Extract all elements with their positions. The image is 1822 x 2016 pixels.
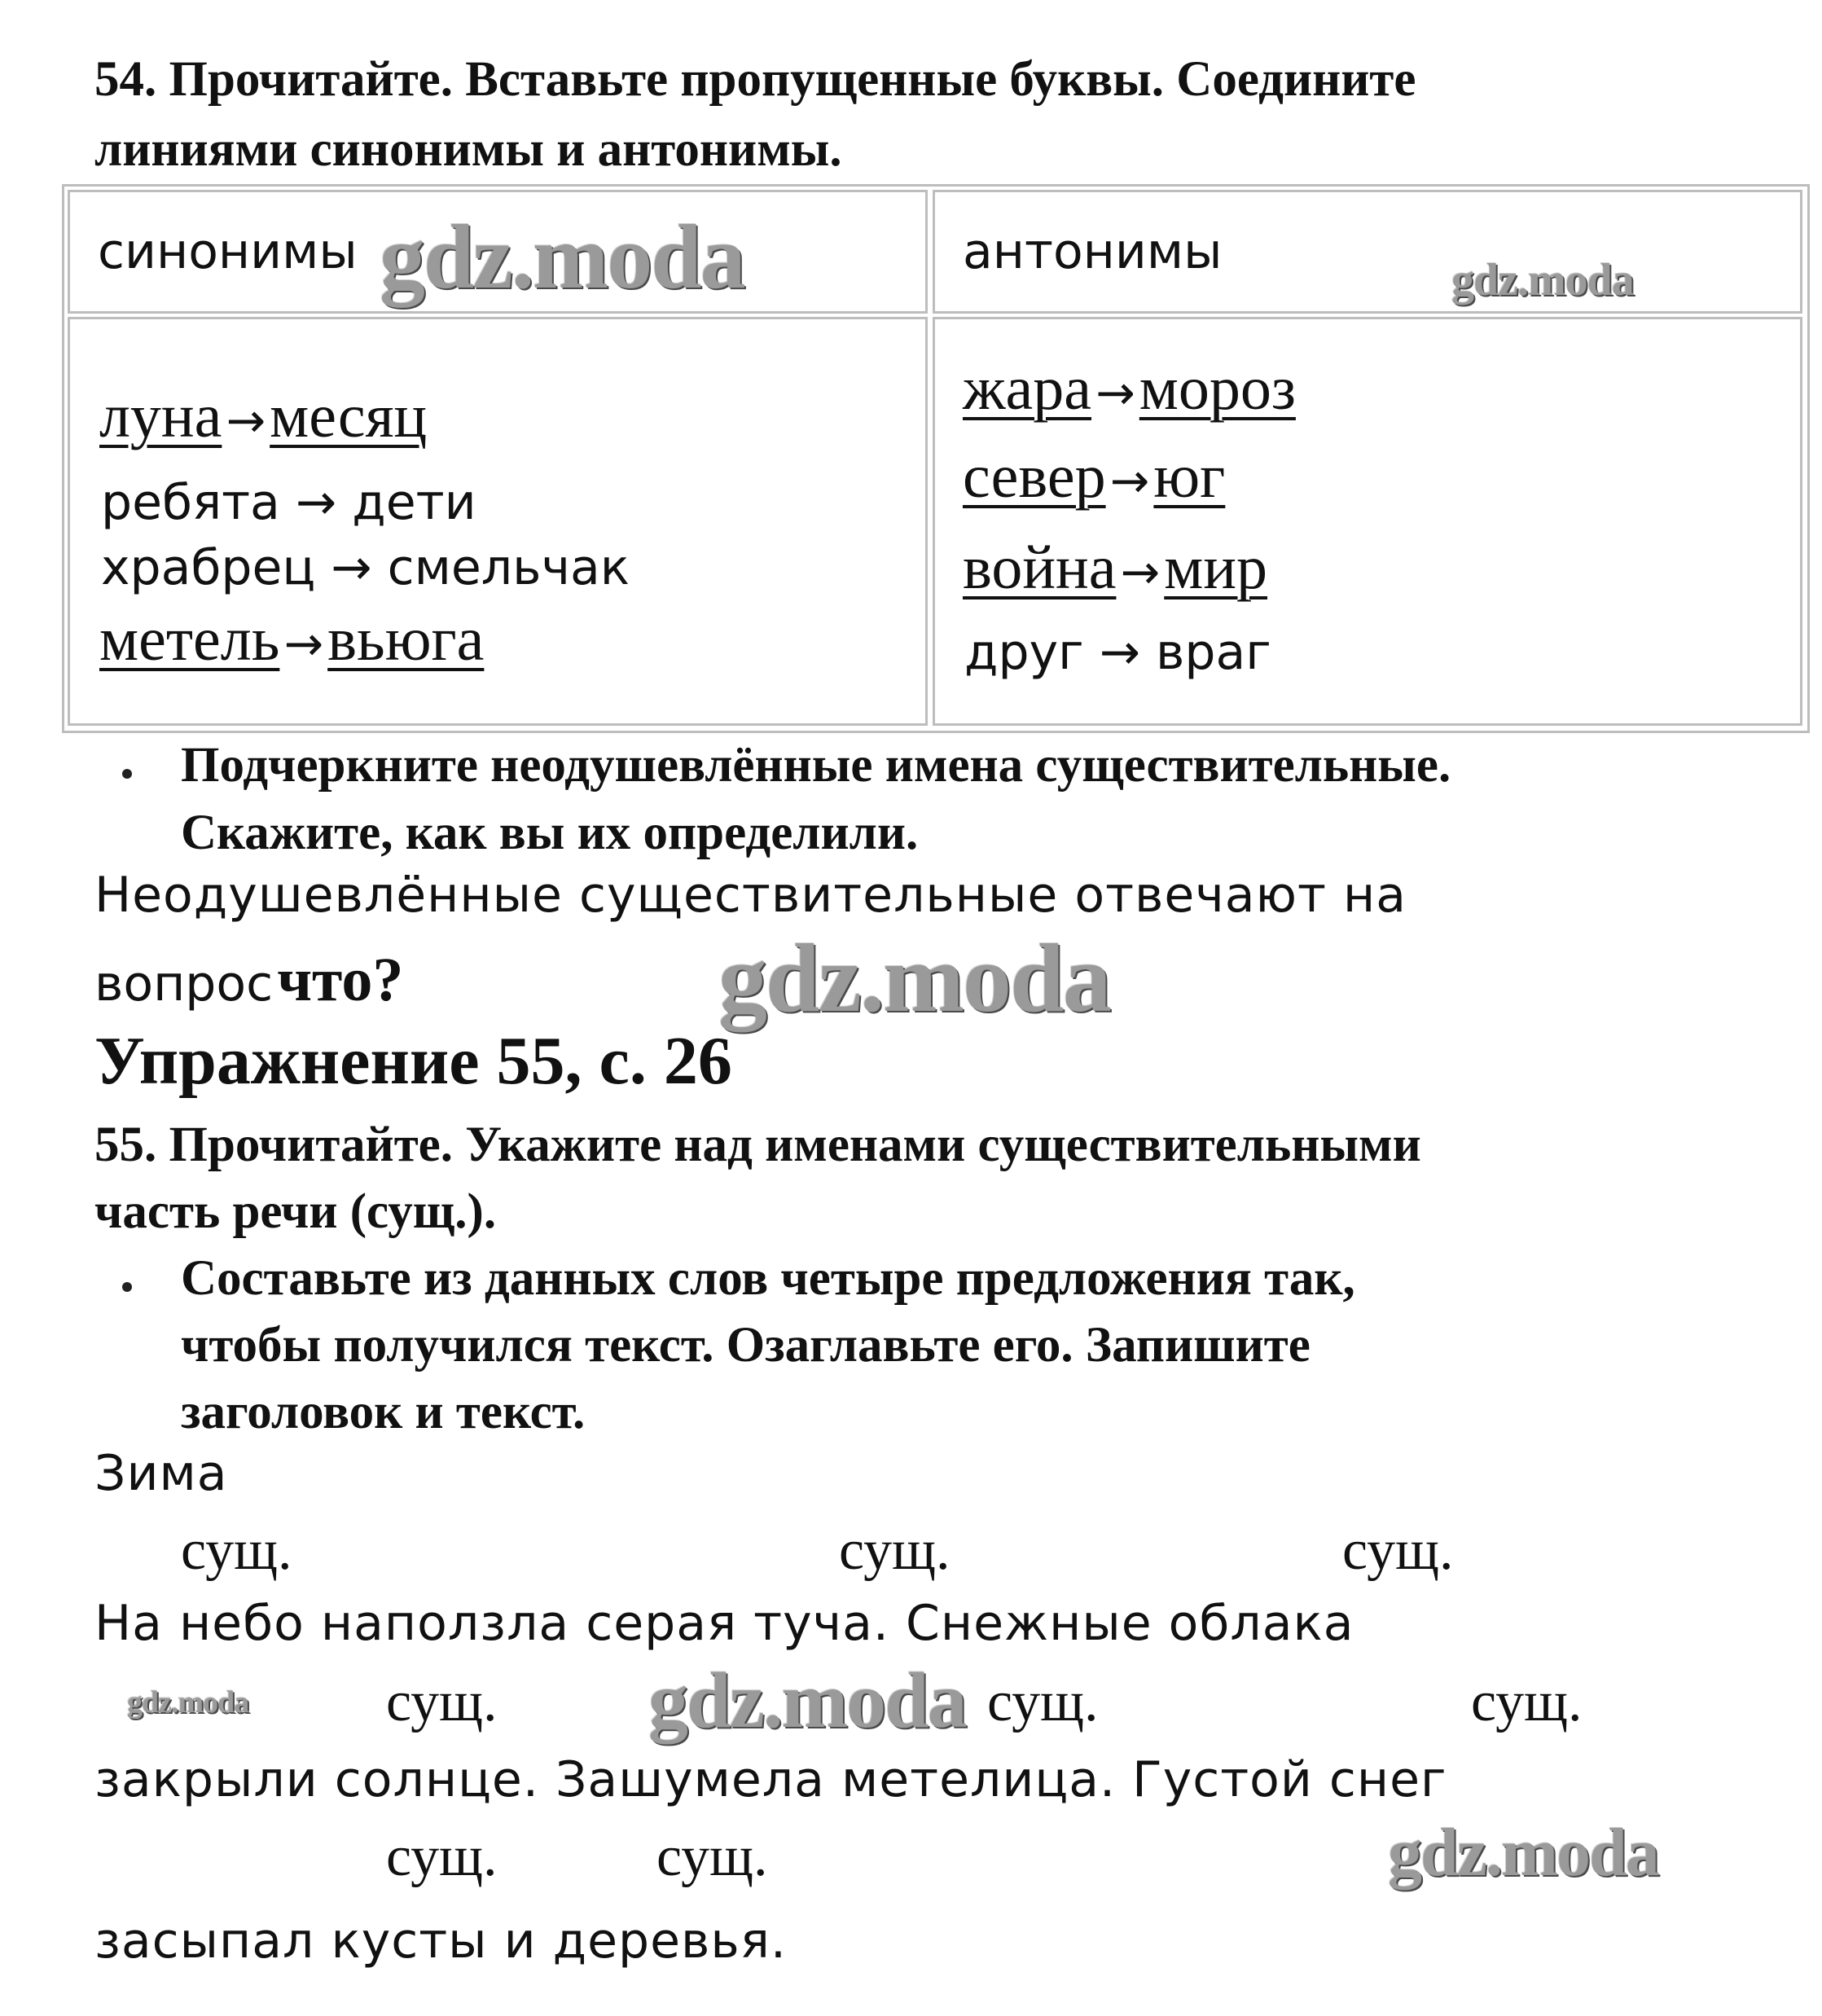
exercise-55-task-line-2: часть речи (сущ.). [94, 1184, 497, 1239]
synonym-word: дети [352, 474, 476, 531]
synonym-word: метель [99, 605, 280, 674]
antonym-word: север [963, 442, 1106, 511]
synonym-pair [99, 604, 484, 675]
watermark-logo: gdz.moda [718, 924, 1110, 1032]
watermark-logo: gdz.moda [1451, 255, 1634, 305]
noun-mark: сущ. [656, 1825, 768, 1888]
synonym-word: месяц [270, 382, 428, 450]
antonym-pair [963, 533, 1267, 604]
antonym-word: жара [963, 354, 1091, 423]
answer-54-prefix: вопрос [94, 955, 274, 1012]
arrow-icon: → [283, 616, 324, 671]
exercise-54-task-line-1: 54. Прочитайте. Вставьте пропущенные буквы. Соедините [94, 52, 1416, 107]
arrow-icon: → [1095, 365, 1135, 420]
text-line-3: засыпал кусты и деревья. [94, 1913, 787, 1970]
arrow-icon: → [1109, 453, 1150, 508]
antonym-word: мороз [1139, 354, 1296, 423]
antonyms-cell [933, 317, 1802, 726]
arrow-icon: → [1099, 624, 1140, 681]
task-55-bullet-line-3: заголовок и текст. [181, 1385, 586, 1439]
task-54-bullet-line-1: Подчеркните неодушевлённые имена существительные. [181, 738, 1451, 793]
task-55-bullet-line-2: чтобы получился текст. Озаглавьте его. Запишите [181, 1318, 1311, 1373]
arrow-icon: → [1120, 544, 1161, 600]
synonym-pair [101, 474, 476, 531]
antonym-pair [963, 441, 1225, 512]
antonym-word: мир [1164, 534, 1268, 602]
answer-54-question: что? [277, 946, 404, 1014]
exercise-55-task-line-1: 55. Прочитайте. Укажите над именами существительными [94, 1118, 1421, 1172]
bullet-icon [122, 1282, 132, 1292]
arrow-icon: → [295, 474, 337, 531]
exercise-55-heading: Упражнение 55, с. 26 [94, 1023, 732, 1099]
noun-mark: сущ. [839, 1519, 951, 1582]
noun-mark: сущ. [1342, 1519, 1454, 1582]
noun-mark: сущ. [1471, 1671, 1583, 1733]
antonym-word: враг [1156, 624, 1271, 681]
antonym-word: война [963, 534, 1117, 602]
text-title: Зима [94, 1445, 228, 1502]
answer-54-line-1: Неодушевлённые существительные отвечают на [94, 867, 1407, 924]
answer-54-line-2 [94, 945, 403, 1016]
antonyms-header-label: антонимы [963, 223, 1223, 280]
synonym-word: луна [99, 382, 222, 450]
text-line-2: закрыли солнце. Зашумела метелица. Густой снег [94, 1751, 1447, 1808]
arrow-icon: → [331, 539, 372, 596]
synonym-word: смельчак [387, 539, 630, 596]
task-55-bullet-line-1: Составьте из данных слов четыре предложения так, [181, 1251, 1355, 1306]
antonym-word: друг [964, 624, 1084, 681]
synonyms-cell [68, 317, 928, 726]
task-54-bullet-line-2: Скажите, как вы их определили. [181, 806, 919, 860]
table-header-antonyms [933, 190, 1802, 314]
synonym-pair [99, 381, 427, 452]
watermark-logo: gdz.moda [648, 1657, 966, 1745]
noun-mark: сущ. [181, 1519, 292, 1582]
synonym-pair [101, 539, 630, 596]
synonyms-header-label: синонимы [98, 223, 358, 280]
exercise-54-task-line-2: линиями синонимы и антонимы. [94, 122, 842, 177]
watermark-logo: gdz.moda [380, 207, 744, 308]
antonym-pair [963, 354, 1296, 424]
arrow-icon: → [226, 393, 266, 448]
synonym-word: ребята [101, 474, 280, 531]
watermark-logo: gdz.moda [1388, 1815, 1658, 1891]
bullet-icon [122, 769, 132, 779]
noun-mark: сущ. [987, 1671, 1099, 1733]
noun-mark: сущ. [386, 1671, 498, 1733]
text-line-1: На небо наползла серая туча. Снежные облака [94, 1595, 1354, 1652]
synonym-word: вьюга [327, 605, 485, 674]
watermark-logo: gdz.moda [127, 1685, 249, 1720]
synonym-word: храбрец [101, 539, 316, 596]
noun-mark: сущ. [386, 1825, 498, 1888]
antonym-word: юг [1153, 442, 1226, 511]
antonym-pair [964, 624, 1271, 681]
